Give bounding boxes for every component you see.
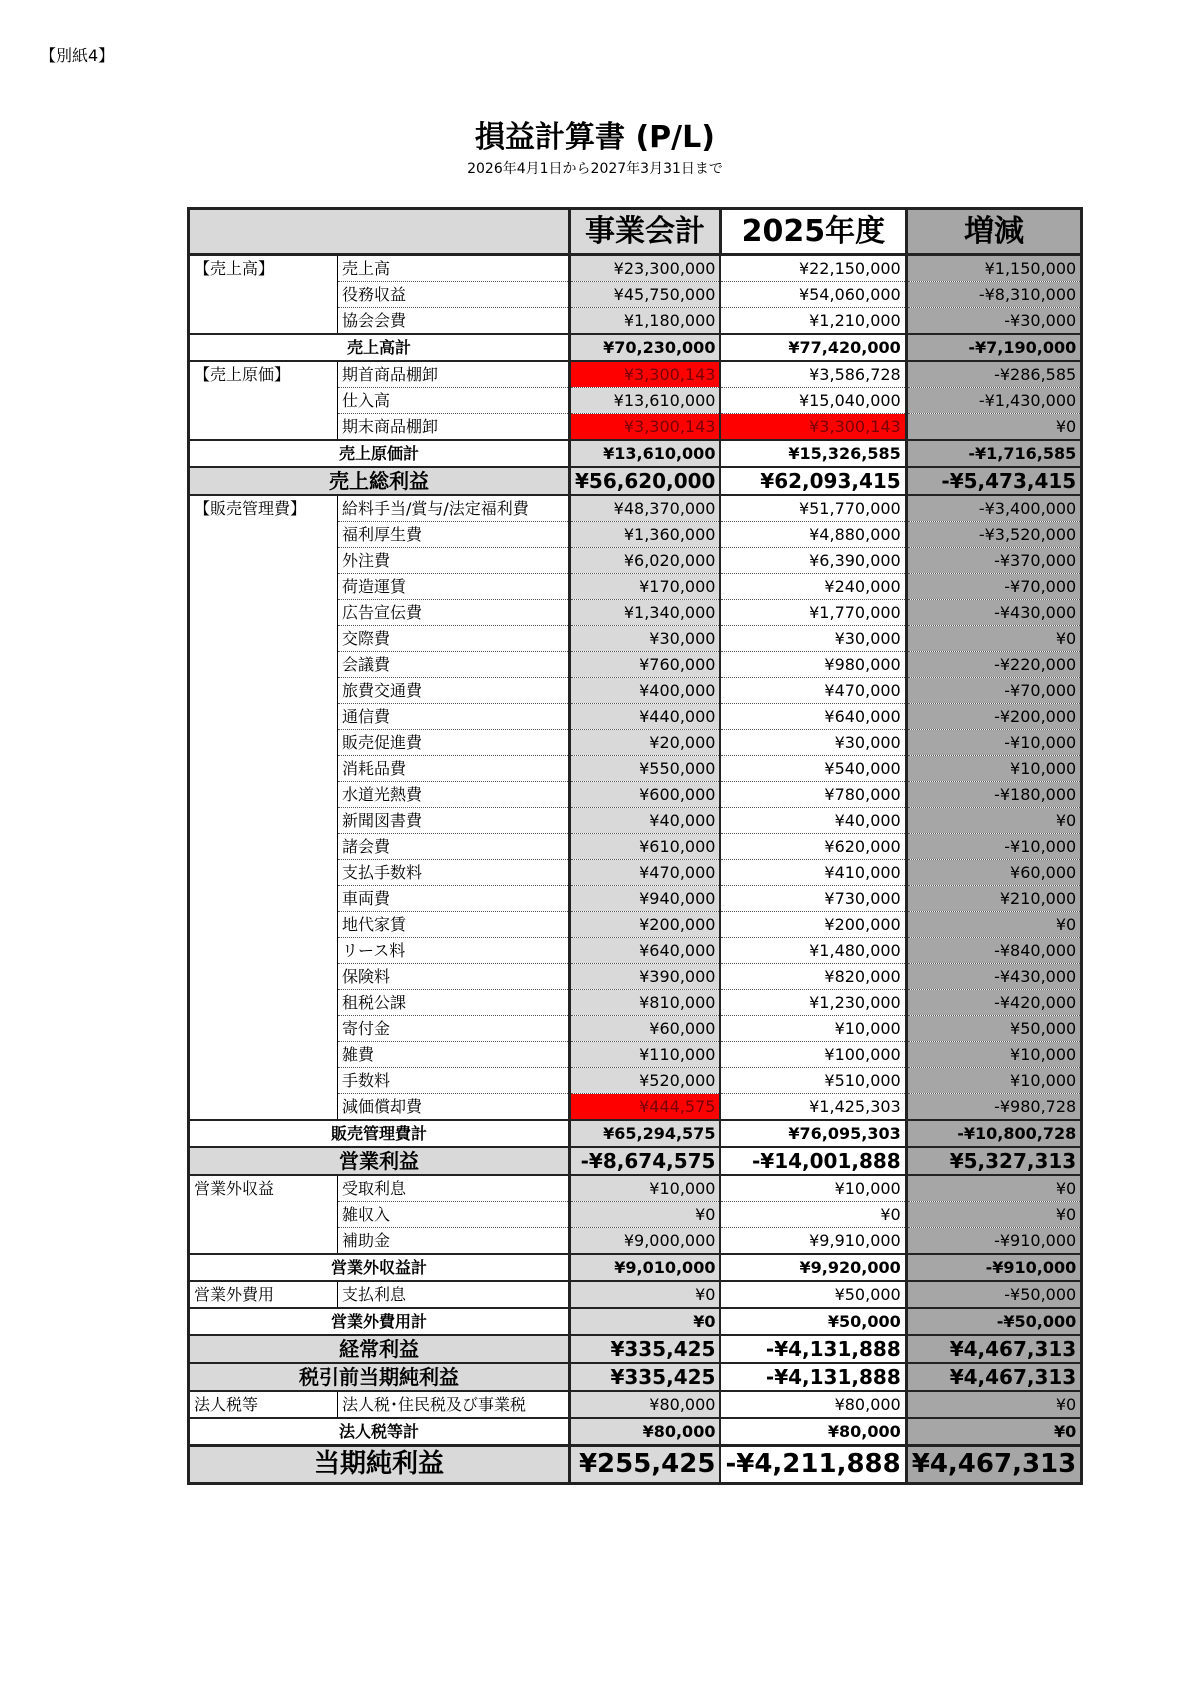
total-row xyxy=(189,467,1082,495)
value-prior: ¥15,326,585 xyxy=(720,440,906,467)
total-row xyxy=(189,1147,1082,1175)
subtotal-label: 営業外収益計 xyxy=(189,1254,570,1281)
value-prior: ¥820,000 xyxy=(720,964,906,990)
value-prior: ¥76,095,303 xyxy=(720,1120,906,1147)
header-diff: 増減 xyxy=(906,209,1081,255)
item-label: 役務収益 xyxy=(338,282,570,308)
item-label: 消耗品費 xyxy=(338,756,570,782)
total-label: 営業利益 xyxy=(189,1147,570,1175)
subtotal-label: 営業外費用計 xyxy=(189,1308,570,1335)
line-item-row xyxy=(189,1281,1082,1308)
value-diff: ¥10,000 xyxy=(906,1042,1081,1068)
value-diff: -¥220,000 xyxy=(906,652,1081,678)
item-label: 交際費 xyxy=(338,626,570,652)
item-label: 雑費 xyxy=(338,1042,570,1068)
value-current: ¥1,340,000 xyxy=(570,600,721,626)
value-diff: -¥10,000 xyxy=(906,834,1081,860)
value-diff: ¥5,327,313 xyxy=(906,1147,1081,1175)
value-current: ¥0 xyxy=(570,1202,721,1228)
line-item-row xyxy=(189,361,1082,388)
value-current: ¥444,575 xyxy=(570,1094,721,1121)
value-current: ¥13,610,000 xyxy=(570,440,721,467)
value-current: ¥6,020,000 xyxy=(570,548,721,574)
item-label: 支払手数料 xyxy=(338,860,570,886)
value-diff: -¥50,000 xyxy=(906,1281,1081,1308)
item-label: 租税公課 xyxy=(338,990,570,1016)
total-label: 売上総利益 xyxy=(189,467,570,495)
value-diff: -¥200,000 xyxy=(906,704,1081,730)
total-label: 当期純利益 xyxy=(189,1446,570,1484)
value-prior: ¥1,770,000 xyxy=(720,600,906,626)
item-label: 会議費 xyxy=(338,652,570,678)
value-diff: ¥210,000 xyxy=(906,886,1081,912)
item-label: 雑収入 xyxy=(338,1202,570,1228)
item-label: 給料手当/賞与/法定福利費 xyxy=(338,495,570,522)
value-current: ¥550,000 xyxy=(570,756,721,782)
header-blank xyxy=(189,209,570,255)
total-row xyxy=(189,1446,1082,1484)
section-label: 【売上高】 xyxy=(194,259,275,278)
value-prior: ¥100,000 xyxy=(720,1042,906,1068)
value-diff: -¥3,400,000 xyxy=(906,495,1081,522)
section-label: 法人税等 xyxy=(194,1395,259,1414)
value-current: ¥610,000 xyxy=(570,834,721,860)
value-diff: -¥8,310,000 xyxy=(906,282,1081,308)
value-prior: -¥4,131,888 xyxy=(720,1335,906,1363)
value-diff: ¥0 xyxy=(906,808,1081,834)
value-prior: -¥4,131,888 xyxy=(720,1363,906,1391)
value-diff: ¥1,150,000 xyxy=(906,255,1081,282)
value-prior: ¥30,000 xyxy=(720,730,906,756)
section-label: 営業外収益 xyxy=(194,1179,275,1198)
total-label: 税引前当期純利益 xyxy=(189,1363,570,1391)
item-label: 売上高 xyxy=(338,255,570,282)
value-current: ¥9,010,000 xyxy=(570,1254,721,1281)
value-diff: -¥50,000 xyxy=(906,1308,1081,1335)
value-diff: -¥1,716,585 xyxy=(906,440,1081,467)
value-prior: ¥980,000 xyxy=(720,652,906,678)
line-item-row xyxy=(189,255,1082,282)
value-diff: -¥5,473,415 xyxy=(906,467,1081,495)
value-prior: ¥240,000 xyxy=(720,574,906,600)
value-diff: ¥4,467,313 xyxy=(906,1446,1081,1484)
value-diff: ¥0 xyxy=(906,1202,1081,1228)
item-label: リース料 xyxy=(338,938,570,964)
value-diff: -¥30,000 xyxy=(906,308,1081,335)
value-diff: -¥10,800,728 xyxy=(906,1120,1081,1147)
value-prior: ¥80,000 xyxy=(720,1418,906,1446)
total-row xyxy=(189,1335,1082,1363)
value-current: ¥80,000 xyxy=(570,1391,721,1418)
subtotal-row xyxy=(189,1308,1082,1335)
value-prior: ¥540,000 xyxy=(720,756,906,782)
value-prior: ¥40,000 xyxy=(720,808,906,834)
value-prior: ¥9,920,000 xyxy=(720,1254,906,1281)
item-label: 仕入高 xyxy=(338,388,570,414)
value-diff: ¥0 xyxy=(906,1391,1081,1418)
value-prior: ¥10,000 xyxy=(720,1175,906,1202)
value-diff: ¥4,467,313 xyxy=(906,1363,1081,1391)
section-label: 営業外費用 xyxy=(194,1285,275,1304)
value-prior: -¥4,211,888 xyxy=(720,1446,906,1484)
value-diff: ¥4,467,313 xyxy=(906,1335,1081,1363)
value-diff: -¥910,000 xyxy=(906,1254,1081,1281)
value-current: ¥940,000 xyxy=(570,886,721,912)
line-item-row xyxy=(189,1175,1082,1202)
total-row xyxy=(189,1363,1082,1391)
value-prior: ¥730,000 xyxy=(720,886,906,912)
value-prior: ¥22,150,000 xyxy=(720,255,906,282)
value-prior: ¥200,000 xyxy=(720,912,906,938)
value-current: ¥48,370,000 xyxy=(570,495,721,522)
subtotal-row xyxy=(189,440,1082,467)
item-label: 補助金 xyxy=(338,1228,570,1255)
item-label: 福利厚生費 xyxy=(338,522,570,548)
value-prior: ¥51,770,000 xyxy=(720,495,906,522)
value-current: ¥810,000 xyxy=(570,990,721,1016)
item-label: 新聞図書費 xyxy=(338,808,570,834)
value-prior: ¥470,000 xyxy=(720,678,906,704)
value-current: ¥200,000 xyxy=(570,912,721,938)
value-current: ¥45,750,000 xyxy=(570,282,721,308)
item-label: 諸会費 xyxy=(338,834,570,860)
subtotal-label: 売上高計 xyxy=(189,334,570,361)
value-prior: ¥780,000 xyxy=(720,782,906,808)
item-label: 水道光熱費 xyxy=(338,782,570,808)
value-current: -¥8,674,575 xyxy=(570,1147,721,1175)
value-diff: -¥70,000 xyxy=(906,678,1081,704)
item-label: 支払利息 xyxy=(338,1281,570,1308)
value-diff: ¥50,000 xyxy=(906,1016,1081,1042)
item-label: 受取利息 xyxy=(338,1175,570,1202)
value-current: ¥440,000 xyxy=(570,704,721,730)
value-prior: ¥640,000 xyxy=(720,704,906,730)
header-row xyxy=(189,209,1082,255)
item-label: 広告宣伝費 xyxy=(338,600,570,626)
value-current: ¥60,000 xyxy=(570,1016,721,1042)
value-prior: ¥1,480,000 xyxy=(720,938,906,964)
item-label: 寄付金 xyxy=(338,1016,570,1042)
subtotal-label: 販売管理費計 xyxy=(189,1120,570,1147)
value-diff: ¥0 xyxy=(906,626,1081,652)
value-prior: ¥3,300,143 xyxy=(720,414,906,441)
value-diff: -¥840,000 xyxy=(906,938,1081,964)
value-prior: ¥50,000 xyxy=(720,1308,906,1335)
value-current: ¥70,230,000 xyxy=(570,334,721,361)
item-label: 減価償却費 xyxy=(338,1094,570,1121)
section-label: 【販売管理費】 xyxy=(194,499,307,518)
line-item-row xyxy=(189,495,1082,522)
value-diff: ¥10,000 xyxy=(906,1068,1081,1094)
value-current: ¥335,425 xyxy=(570,1335,721,1363)
value-current: ¥640,000 xyxy=(570,938,721,964)
value-current: ¥1,360,000 xyxy=(570,522,721,548)
subtotal-label: 売上原価計 xyxy=(189,440,570,467)
subtotal-row xyxy=(189,1254,1082,1281)
item-label: 法人税･住民税及び事業税 xyxy=(338,1391,570,1418)
value-prior: ¥15,040,000 xyxy=(720,388,906,414)
item-label: 期末商品棚卸 xyxy=(338,414,570,441)
item-label: 通信費 xyxy=(338,704,570,730)
value-current: ¥600,000 xyxy=(570,782,721,808)
value-diff: -¥70,000 xyxy=(906,574,1081,600)
value-current: ¥10,000 xyxy=(570,1175,721,1202)
item-label: 旅費交通費 xyxy=(338,678,570,704)
value-diff: ¥0 xyxy=(906,1418,1081,1446)
value-prior: ¥1,210,000 xyxy=(720,308,906,335)
value-prior: ¥10,000 xyxy=(720,1016,906,1042)
value-prior: ¥1,425,303 xyxy=(720,1094,906,1121)
header-prior: 2025年度 xyxy=(720,209,906,255)
value-prior: -¥14,001,888 xyxy=(720,1147,906,1175)
item-label: 保険料 xyxy=(338,964,570,990)
value-current: ¥80,000 xyxy=(570,1418,721,1446)
value-current: ¥1,180,000 xyxy=(570,308,721,335)
value-current: ¥520,000 xyxy=(570,1068,721,1094)
value-current: ¥23,300,000 xyxy=(570,255,721,282)
item-label: 手数料 xyxy=(338,1068,570,1094)
value-diff: ¥10,000 xyxy=(906,756,1081,782)
value-prior: ¥30,000 xyxy=(720,626,906,652)
value-diff: ¥0 xyxy=(906,414,1081,441)
value-current: ¥390,000 xyxy=(570,964,721,990)
value-prior: ¥77,420,000 xyxy=(720,334,906,361)
value-diff: ¥60,000 xyxy=(906,860,1081,886)
value-current: ¥65,294,575 xyxy=(570,1120,721,1147)
value-prior: ¥80,000 xyxy=(720,1391,906,1418)
value-current: ¥470,000 xyxy=(570,860,721,886)
value-current: ¥13,610,000 xyxy=(570,388,721,414)
value-diff: ¥0 xyxy=(906,1175,1081,1202)
value-prior: ¥410,000 xyxy=(720,860,906,886)
item-label: 協会会費 xyxy=(338,308,570,335)
subtotal-label: 法人税等計 xyxy=(189,1418,570,1446)
value-diff: -¥7,190,000 xyxy=(906,334,1081,361)
value-prior: ¥6,390,000 xyxy=(720,548,906,574)
total-label: 経常利益 xyxy=(189,1335,570,1363)
value-current: ¥30,000 xyxy=(570,626,721,652)
value-prior: ¥50,000 xyxy=(720,1281,906,1308)
value-prior: ¥62,093,415 xyxy=(720,467,906,495)
value-diff: -¥1,430,000 xyxy=(906,388,1081,414)
value-diff: -¥910,000 xyxy=(906,1228,1081,1255)
value-diff: -¥370,000 xyxy=(906,548,1081,574)
value-diff: -¥10,000 xyxy=(906,730,1081,756)
value-current: ¥255,425 xyxy=(570,1446,721,1484)
value-prior: ¥510,000 xyxy=(720,1068,906,1094)
item-label: 車両費 xyxy=(338,886,570,912)
value-diff: ¥0 xyxy=(906,912,1081,938)
subtotal-row xyxy=(189,1418,1082,1446)
subtotal-row xyxy=(189,1120,1082,1147)
period-label: 2026年4月1日から2027年3月31日まで xyxy=(467,161,723,177)
value-current: ¥0 xyxy=(570,1308,721,1335)
value-current: ¥400,000 xyxy=(570,678,721,704)
value-prior: ¥1,230,000 xyxy=(720,990,906,1016)
value-prior: ¥54,060,000 xyxy=(720,282,906,308)
value-current: ¥40,000 xyxy=(570,808,721,834)
value-prior: ¥3,586,728 xyxy=(720,361,906,388)
value-prior: ¥4,880,000 xyxy=(720,522,906,548)
value-current: ¥0 xyxy=(570,1281,721,1308)
income-statement-table xyxy=(187,207,1083,1485)
value-diff: -¥420,000 xyxy=(906,990,1081,1016)
value-current: ¥56,620,000 xyxy=(570,467,721,495)
item-label: 販売促進費 xyxy=(338,730,570,756)
value-current: ¥9,000,000 xyxy=(570,1228,721,1255)
value-diff: -¥3,520,000 xyxy=(906,522,1081,548)
value-current: ¥335,425 xyxy=(570,1363,721,1391)
value-diff: -¥286,585 xyxy=(906,361,1081,388)
line-item-row xyxy=(189,1391,1082,1418)
value-current: ¥3,300,143 xyxy=(570,414,721,441)
attachment-label: 【別紙4】 xyxy=(40,46,115,65)
item-label: 外注費 xyxy=(338,548,570,574)
value-prior: ¥620,000 xyxy=(720,834,906,860)
value-current: ¥760,000 xyxy=(570,652,721,678)
item-label: 荷造運賃 xyxy=(338,574,570,600)
item-label: 地代家賃 xyxy=(338,912,570,938)
header-current: 事業会計 xyxy=(570,209,721,255)
value-diff: -¥180,000 xyxy=(906,782,1081,808)
subtotal-row xyxy=(189,334,1082,361)
value-prior: ¥9,910,000 xyxy=(720,1228,906,1255)
section-label: 【売上原価】 xyxy=(194,365,291,384)
value-diff: -¥430,000 xyxy=(906,964,1081,990)
value-current: ¥3,300,143 xyxy=(570,361,721,388)
value-prior: ¥0 xyxy=(720,1202,906,1228)
value-diff: -¥980,728 xyxy=(906,1094,1081,1121)
value-current: ¥170,000 xyxy=(570,574,721,600)
value-diff: -¥430,000 xyxy=(906,600,1081,626)
value-current: ¥110,000 xyxy=(570,1042,721,1068)
item-label: 期首商品棚卸 xyxy=(338,361,570,388)
page-title: 損益計算書 (P/L) xyxy=(475,120,715,155)
value-current: ¥20,000 xyxy=(570,730,721,756)
